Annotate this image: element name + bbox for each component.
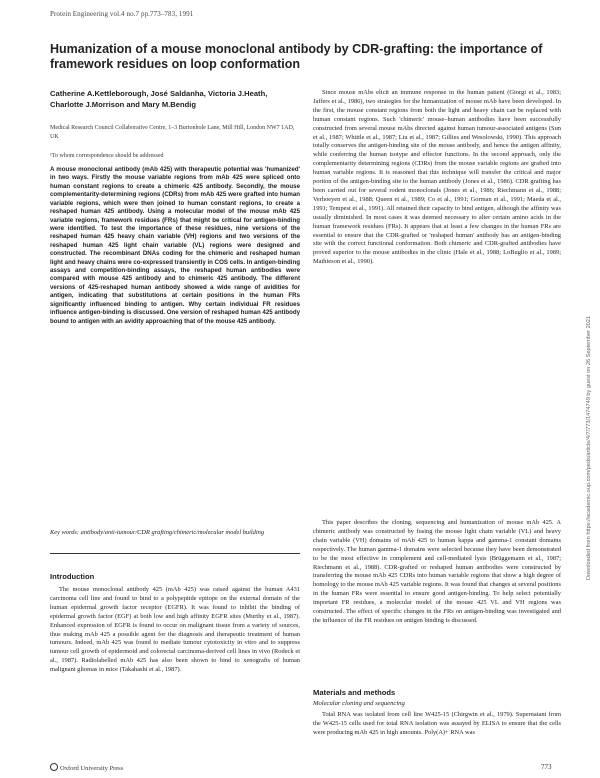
download-watermark-text: Downloaded from https://academic.oup.com/peds/article/4/7/773/1474749 by guest on 26 September 2021 xyxy=(586,315,592,580)
keywords-text: antibody/anti-tumour/CDR grafting/chimeric/molecular model building xyxy=(80,529,265,536)
methods-heading: Materials and methods xyxy=(313,688,396,697)
author-list: Catherine A.Kettleborough, José Saldanha, Victoria J.Heath, Charlotte J.Morrison and Mary M.Bendig xyxy=(50,89,268,109)
journal-header: Protein Engineering vol.4 no.7 pp.773–783, 1991 xyxy=(50,10,194,18)
methods-text xyxy=(313,711,561,738)
correspondence-note: ¹To whom correspondence should be addressed xyxy=(50,153,164,159)
right-column-paragraph-1 xyxy=(313,89,561,267)
introduction-heading: Introduction xyxy=(50,572,95,581)
paragraph: Since mouse mAbs elicit an immune response in the human patient (Giorgi et al., 1983; Jaffers et al., 1986), two strategies for the humanization of mouse mAb have been developed. In the first, the mouse constant regions from both the light and heavy chain can be replaced with human constant regions. Such 'chimeric' mouse–human antibodies have been successfully constructed from several mouse mAbs directed against human tumour-associated antigens (Sun et al., 1987; Whittle et al., 1987; Liu et al., 1987; Gillies and Wesolowski, 1990). This approach totally conserves the antigen-binding site of the mouse antibody, and hence the antigen affinity, while conferring the human isotype and effector functions. In the second approach, only the complementarity determining regions (CDRs) from the mouse variable regions are grafted into human variable regions. It is reasoned that this technique will transfer the critical and major portion of the antigen-binding site to the human antibody (Jones et al., 1986). CDR grafting has been carried out for several rodent monoclonals (Jones et al., 1986; Riechmann et al., 1988; Verhoeyen et al., 1988; Queen et al., 1989; Co et al., 1991; Gorman et al., 1991; Maeda et al., 1991; Tempest et al., 1991). All retained their capacity to bind antigen, although the affinity was usually diminished. In most cases it was deemed necessary to alter certain amino acids in the human framework residues (FRs). It appears that at least a few changes in the human FRs are essential to ensure that the CDR-grafted or 'reshaped human' antibody has an antigen-binding site with the correct functional conformation. Both chimeric and CDR-grafted antibodies have proved superior to the mouse antibodies in the clinic (Hale et al., 1988; LoBuglio et al., 1989; Mathieson et al., 1990). xyxy=(313,89,561,266)
publisher-logo-icon xyxy=(50,763,58,771)
keywords xyxy=(50,529,300,537)
page-number: 773 xyxy=(541,763,552,771)
paper-title: Humanization of a mouse monoclonal antibody by CDR-grafting: the importance of framework residues on loop conformation xyxy=(50,42,543,71)
paragraph: This paper describes the cloning, sequencing and humanization of mouse mAb 425. A chimeric antibody was constructed by fusing the mouse light chain variable (VL) and heavy chain variable (VH) domains of mAb 425 to human kappa and gamma-1 constant domains respectively. The human gamma-1 domains were selected because they have been demonstrated to be the most effective in complement and cell-mediated lysis (Brüggemann et al., 1987; Riechmann et al., 1988). CDR-grafted or reshaped human antibodies were constructed by transferring the mouse mAb 425 CDRs into human variable regions that show a high degree of homology to the mouse mAb 425 variable regions. It was found that changes at several positions in the human FRs were essential to ensure good antigen-binding. To help select potentially important FR residues, a molecular model of the mouse 425 VL and VH regions was constructed. The effect of specific changes in the FRs on antigen-binding was investigated and the influence of the FR residues on antigen binding is discussed. xyxy=(313,519,561,624)
introduction-text: The mouse monoclonal antibody 425 (mAb 425) was raised against the human A431 carcinoma cell line and found to bind to a polypeptide epitope on the external domain of the human epidermal growth factor receptor (EGFR). It was found to inhibit the binding of epidermal growth factor (EGF) at both low and high affinity EGFR sites (Murthy et al., 1987). Enhanced expression of EGFR is found to occur on malignant tissue from a variety of sources, thus making mAb 425 a possible agent for the diagnosis and therapeutic treatment of human tumours. Indeed, mAb 425 was found to mediate tumour cytotoxicity in vitro and to suppress tumour cell growth of epidermoid and colorectal carcinoma-derived cell lines in vivo (Rodeck et al., 1987). Radiolabelled mAb 425 has also been shown to bind to xenografts of human malignant gliomas in mice (Takahashi et al., 1987). xyxy=(50,586,300,674)
section-divider xyxy=(50,553,300,554)
publisher-name: Oxford University Press xyxy=(60,765,124,772)
paragraph: Total RNA was isolated from cell line W425-15 (Chirgwin et al., 1979). Supernatant from the W425-15 cells used for total RNA isolation was assayed by ELISA to ensure that the cells were producing mAb 425 in high amounts. Poly(A)+ RNA was xyxy=(313,711,561,736)
abstract: A mouse monoclonal antibody (mAb 425) with therapeutic potential was 'humanized' in two ways. Firstly the mouse variable regions from mAb 425 were spliced onto human constant regions to create a chimeric 425 antibody. Secondly, the mouse complementarity-determining regions (CDRs) from mAb 425 were grafted into human variable regions, which were then joined to human constant regions, to create a reshaped human 425 antibody. Using a molecular model of the mouse mAb 425 variable regions, framework residues (FRs) that might be critical for antigen-binding were identified. To test the importance of these residues, nine versions of the reshaped human 425 heavy chain variable (VH) regions and two versions of the reshaped human 425 light chain variable (VL) regions were designed and constructed. The recombinant DNAs coding for the chimeric and reshaped human light and heavy chains were co-expressed transiently in COS cells. In antigen-binding assays and competition-binding assays, the reshaped human antibodies were compared with mouse 425 antibody and to chimeric 425 antibody. The different versions of 425-reshaped human antibody showed a wide range of avidities for antigen, indicating that substitutions at certain positions in the human FRs significantly influenced binding to antigen. Why certain individual FR residues influence antigen-binding is discussed. One version of reshaped human 425 antibody bound to antigen with an avidity approaching that of the mouse 425 antibody. xyxy=(50,166,300,325)
methods-subheading: Molecular cloning and sequencing xyxy=(313,700,405,707)
author-affiliation: Medical Research Council Collaborative Centre, 1–3 Burtonhole Lane, Mill Hill, London NW7 1AD, UK xyxy=(50,125,295,140)
right-column-paragraph-2 xyxy=(313,519,561,626)
download-watermark xyxy=(586,110,596,580)
keywords-label: Key words: xyxy=(50,529,80,536)
publisher-footer xyxy=(50,763,123,772)
